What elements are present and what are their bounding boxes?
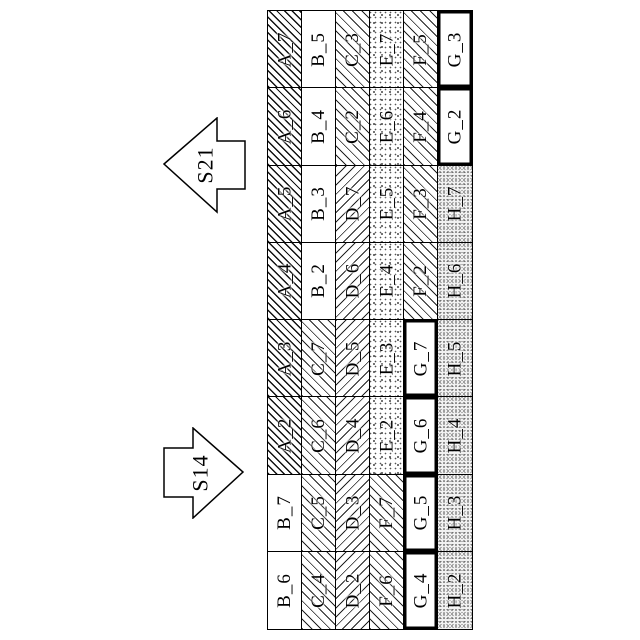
grid-cell-H_4 xyxy=(438,397,472,474)
cell-label: G_7 xyxy=(410,340,432,376)
cell-label: F_7 xyxy=(375,496,397,529)
cell-label: A_5 xyxy=(274,185,296,222)
grid-cell-C_5 xyxy=(302,475,336,552)
arrow-s14-label xyxy=(184,456,218,490)
cell-label: G_6 xyxy=(410,417,432,454)
cell-label: A_2 xyxy=(274,417,296,454)
cell-label: D_2 xyxy=(342,572,364,609)
cell-label: F_6 xyxy=(375,574,397,607)
grid-cell-H_7 xyxy=(438,166,472,243)
cell-label: F_3 xyxy=(409,187,431,220)
grid-cell-A_3 xyxy=(268,320,302,397)
grid-cell-A_6 xyxy=(268,88,302,165)
cell-label: A_6 xyxy=(274,108,296,145)
grid-cell-D_4 xyxy=(336,397,370,474)
cell-label: D_3 xyxy=(342,494,364,531)
cell-label: H_3 xyxy=(444,494,466,531)
grid-cell-H_3 xyxy=(438,475,472,552)
cell-label: D_5 xyxy=(342,340,364,376)
cell-label: C_3 xyxy=(342,31,363,67)
grid-cell-G_6 xyxy=(404,397,438,474)
grid-cell-G_3 xyxy=(438,11,472,88)
grid-cell-C_4 xyxy=(302,552,336,629)
grid-cell-C_2 xyxy=(336,88,370,165)
grid-cell-B_6 xyxy=(268,552,302,629)
grid-cell-B_5 xyxy=(302,11,336,88)
grid-cell-H_2 xyxy=(438,552,472,629)
grid-cell-G_2 xyxy=(438,88,472,165)
grid-cell-F_5 xyxy=(404,11,438,88)
cell-label: C_7 xyxy=(308,340,329,376)
cell-label: A_4 xyxy=(274,263,296,299)
cell-label: H_7 xyxy=(444,185,466,222)
cell-label: D_4 xyxy=(342,417,364,454)
cell-label: G_4 xyxy=(410,572,432,609)
cell-label: A_3 xyxy=(274,340,296,376)
grid-cell-D_3 xyxy=(336,475,370,552)
cell-label: C_4 xyxy=(308,573,329,608)
arrow-s21-text: S21 xyxy=(193,146,218,184)
memory-grid xyxy=(267,10,473,630)
grid-cell-F_3 xyxy=(404,166,438,243)
cell-label: C_6 xyxy=(308,418,329,453)
cell-label: E_7 xyxy=(376,32,398,66)
grid-cell-A_4 xyxy=(268,243,302,320)
grid-cell-A_2 xyxy=(268,397,302,474)
grid-cell-E_6 xyxy=(370,88,404,165)
cell-label: C_5 xyxy=(308,495,329,530)
grid-cell-F_2 xyxy=(404,243,438,320)
cell-label: B_5 xyxy=(308,31,329,67)
arrow-s21-label xyxy=(189,148,223,182)
arrow-s14-text: S14 xyxy=(188,454,213,492)
grid-cell-D_2 xyxy=(336,552,370,629)
cell-label: E_4 xyxy=(376,264,398,298)
grid-cell-E_5 xyxy=(370,166,404,243)
cell-label: D_6 xyxy=(342,263,364,299)
grid-cell-D_6 xyxy=(336,243,370,320)
cell-label: B_3 xyxy=(308,186,329,221)
cell-label: H_6 xyxy=(444,263,466,299)
grid-cell-G_4 xyxy=(404,552,438,629)
cell-label: A_7 xyxy=(274,31,296,67)
grid-cell-C_7 xyxy=(302,320,336,397)
cell-label: E_5 xyxy=(376,186,398,221)
grid-cell-F_4 xyxy=(404,88,438,165)
cell-label: G_2 xyxy=(444,108,466,145)
grid-cell-A_5 xyxy=(268,166,302,243)
cell-label: B_7 xyxy=(274,495,295,530)
grid-cell-E_4 xyxy=(370,243,404,320)
cell-label: B_4 xyxy=(308,109,329,144)
cell-label: E_2 xyxy=(376,418,398,453)
grid-cell-E_2 xyxy=(370,397,404,474)
cell-label: B_6 xyxy=(274,573,295,608)
cell-label: F_2 xyxy=(409,264,431,298)
cell-label: H_5 xyxy=(444,340,466,376)
cell-label: H_2 xyxy=(444,572,466,609)
cell-label: G_5 xyxy=(410,494,432,531)
grid-cell-C_3 xyxy=(336,11,370,88)
grid-cell-C_6 xyxy=(302,397,336,474)
grid-cell-H_6 xyxy=(438,243,472,320)
cell-label: H_4 xyxy=(444,417,466,454)
grid-cell-B_2 xyxy=(302,243,336,320)
cell-label: C_2 xyxy=(342,109,363,144)
grid-cell-F_6 xyxy=(370,552,404,629)
grid-cell-E_3 xyxy=(370,320,404,397)
grid-cell-D_5 xyxy=(336,320,370,397)
grid-cell-F_7 xyxy=(370,475,404,552)
grid-cell-B_4 xyxy=(302,88,336,165)
cell-label: G_3 xyxy=(444,31,466,67)
grid-cell-G_7 xyxy=(404,320,438,397)
grid-cell-E_7 xyxy=(370,11,404,88)
grid-cell-G_5 xyxy=(404,475,438,552)
grid-cell-B_7 xyxy=(268,475,302,552)
cell-label: E_3 xyxy=(376,341,398,375)
cell-label: F_4 xyxy=(409,110,431,143)
cell-label: D_7 xyxy=(342,185,364,222)
grid-cell-B_3 xyxy=(302,166,336,243)
grid-cell-A_7 xyxy=(268,11,302,88)
cell-label: F_5 xyxy=(409,32,431,66)
cell-label: E_6 xyxy=(376,109,398,144)
grid-cell-D_7 xyxy=(336,166,370,243)
cell-label: B_2 xyxy=(308,263,329,299)
grid-cell-H_5 xyxy=(438,320,472,397)
